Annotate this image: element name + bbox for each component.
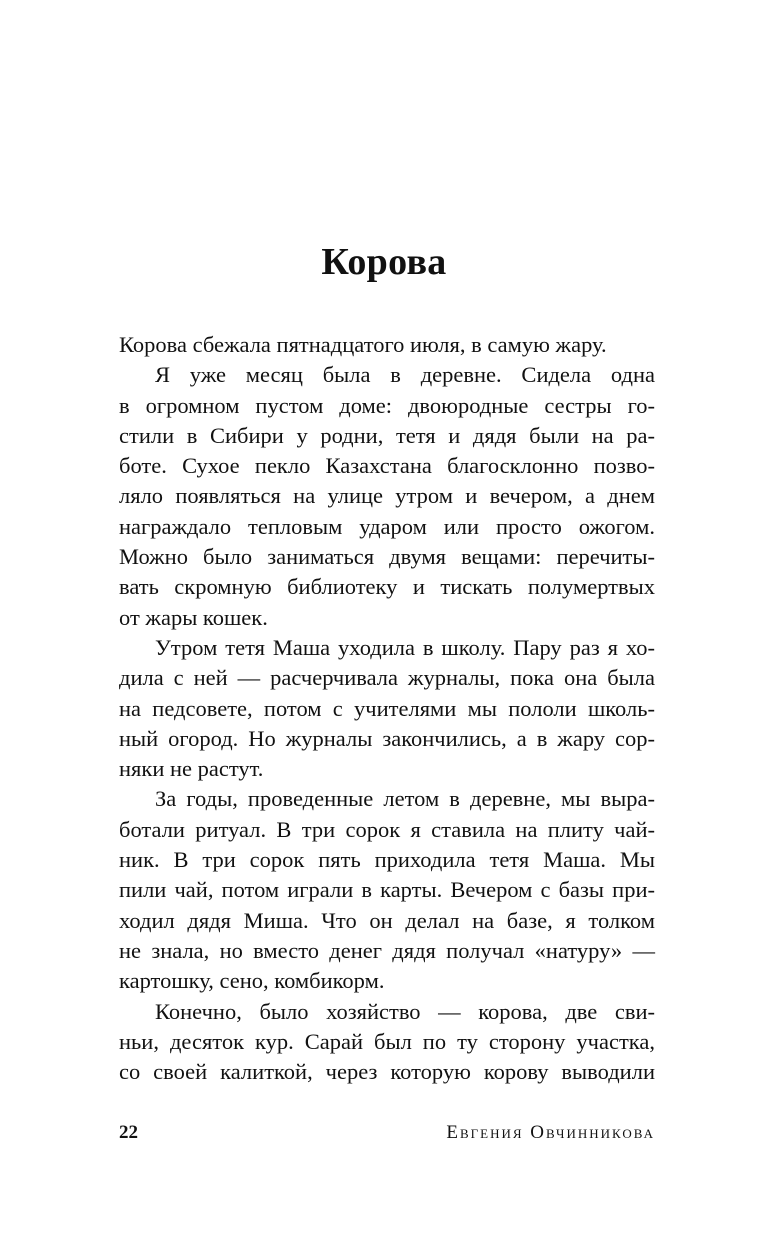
running-author: Евгения Овчинникова [446, 1122, 655, 1143]
page-number: 22 [119, 1122, 138, 1143]
page-footer [119, 1122, 655, 1146]
text-line: Корова сбежала пятнадцатого июля, в самую жару. [119, 332, 607, 357]
text-line: на педсовете, потом с учителями мы пололи школь- [119, 695, 655, 721]
text-line: боте. Сухое пекло Казахстана благосклонно позво- [119, 453, 655, 479]
text-line: вать скромную библиотеку и тискать полумертвых [119, 574, 655, 600]
text-line: в огромном пустом доме: двоюродные сестры го- [119, 392, 655, 418]
text-line: Я уже месяц была в деревне. Сидела одна [155, 362, 655, 388]
text-line: ходил дядя Миша. Что он делал на базе, я толком [119, 907, 655, 933]
text-line: За годы, проведенные летом в деревне, мы выра- [155, 786, 655, 812]
text-line: няки не растут. [119, 756, 264, 782]
text-line: Утром тетя Маша уходила в школу. Пару раз я хо- [155, 634, 655, 660]
text-line: от жары кошек. [119, 604, 268, 630]
text-line: ник. В три сорок пять приходила тетя Маша. Мы [119, 847, 655, 873]
text-line: ный огород. Но журналы закончились, а в жару сор- [119, 725, 655, 751]
text-line: пили чай, потом играли в карты. Вечером с базы при- [119, 877, 655, 903]
text-line: ботали ритуал. В три сорок я ставила на плиту чай- [119, 816, 655, 842]
text-line: картошку, сено, комбикорм. [119, 968, 385, 994]
text-line: стили в Сибири у родни, тетя и дядя были на ра- [119, 422, 655, 448]
text-line: не знала, но вместо денег дядя получал «натуру» — [119, 937, 655, 963]
text-line: со своей калиткой, через которую корову выводили [119, 1059, 655, 1085]
text-line: награждало тепловым ударом или просто ожогом. [119, 513, 655, 539]
text-line: Можно было заниматься двумя вещами: перечиты- [119, 544, 655, 570]
chapter-text [119, 330, 655, 1087]
text-line: ляло появляться на улице утром и вечером, а днем [119, 483, 655, 509]
text-line: дила с ней — расчерчивала журналы, пока она была [119, 665, 655, 691]
text-line: Конечно, было хозяйство — корова, две сви- [155, 998, 655, 1024]
text-line: ньи, десяток кур. Сарай был по ту сторону участка, [119, 1028, 655, 1054]
chapter-title: Корова [321, 241, 447, 283]
